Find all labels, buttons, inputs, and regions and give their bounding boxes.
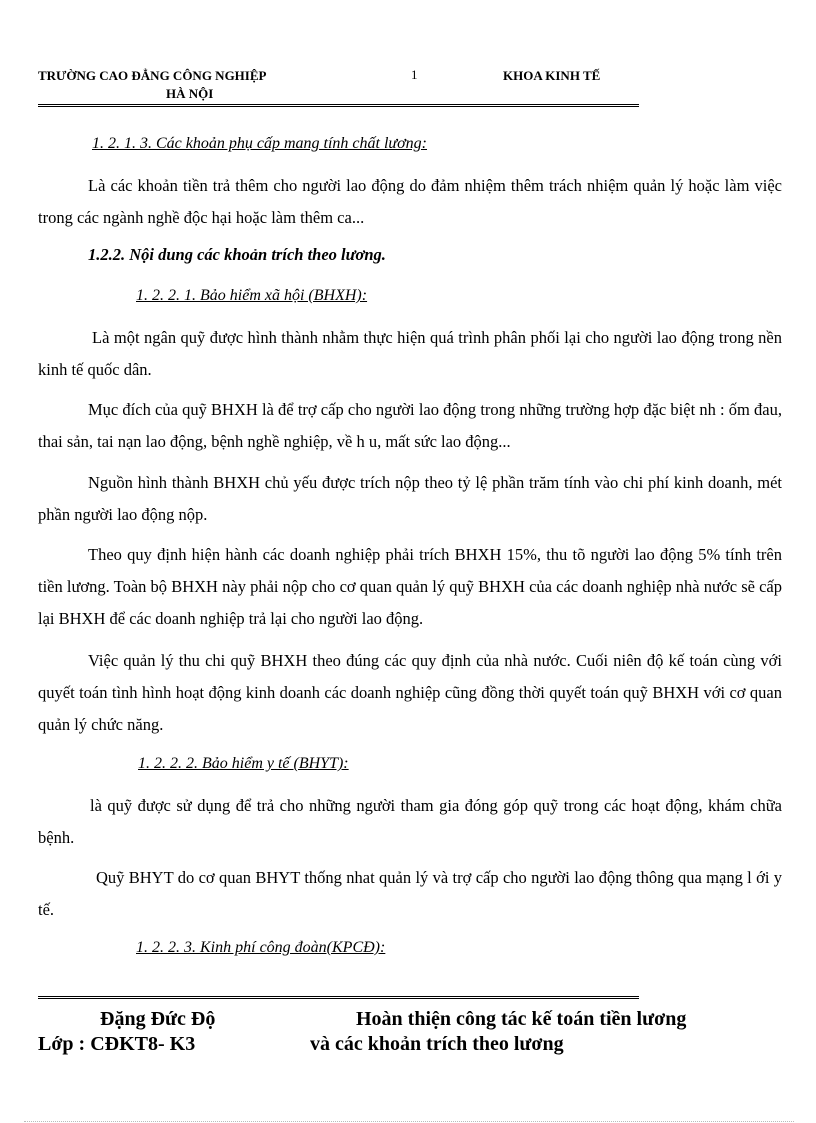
faculty-name: KHOA KINH TẾ [503,68,601,83]
thesis-title-line2: và các khoản trích theo lương [310,1033,564,1055]
thesis-title-line1: Hoàn thiện công tác kế toán tiền lương [356,1008,687,1030]
page-number: 1 [411,67,418,82]
paragraph-bhxh-definition: Là một ngân quỹ được hình thành nhằm thực hiện quá trình phân phối lại cho người lao động trong nền kinh tế quốc dân. [38,328,782,379]
school-name-line2: HÀ NỘI [166,86,214,101]
header-rule [38,104,639,107]
page-bottom-dotted-line [24,1121,794,1122]
author-name: Đặng Đức Độ [100,1008,216,1030]
section-heading-1223: 1. 2. 2. 3. Kinh phí công đoàn(KPCĐ): [136,939,386,956]
section-heading-1213: 1. 2. 1. 3. Các khoản phụ cấp mang tính chất lương: [92,135,428,152]
section-heading-1221: 1. 2. 2. 1. Bảo hiểm xã hội (BHXH): [136,287,368,304]
paragraph-bhxh-source: Nguồn hình thành BHXH chủ yếu được trích nộp theo tỷ lệ phần trăm tính vào chi phí kinh doanh, mét phần người lao động nộp. [38,473,782,524]
paragraph-bhxh-management: Việc quản lý thu chi quỹ BHXH theo đúng các quy định của nhà nước. Cuối niên độ kế toán cùng với quyết toán tình hình hoạt động kinh doanh các doanh nghiệp cũng đồng thời quyết toán quỹ BHXH với cơ quan quản lý chức năng. [38,651,782,734]
section-heading-122: 1.2.2. Nội dung các khoản trích theo lương. [88,245,386,264]
paragraph-bhyt-management: Quỹ BHYT do cơ quan BHYT thống nhat quản lý và trợ cấp cho người lao động thông qua mạng l ới y tế. [38,868,782,919]
paragraph-bhxh-purpose: Mục đích của quỹ BHXH là để trợ cấp cho người lao động trong những trường hợp đặc biệt nh : ốm đau, thai sản, tai nạn lao động, bệnh nghề nghiệp, về h u, mất sức lao động... [38,400,782,451]
section-heading-1222: 1. 2. 2. 2. Bảo hiểm y tế (BHYT): [138,755,349,772]
paragraph-bhyt-definition: là quỹ được sử dụng để trả cho những người tham gia đóng góp quỹ trong các hoạt động, khám chữa bệnh. [38,796,782,847]
footer-rule [38,996,639,999]
paragraph-allowances: Là các khoản tiền trả thêm cho người lao động do đảm nhiệm thêm trách nhiệm quản lý hoặc làm việc trong các ngành nghề độc hại hoặc làm thêm ca... [38,176,782,227]
school-name-line1: TRƯỜNG CAO ĐẲNG CÔNG NGHIỆP [38,68,267,83]
class-name: Lớp : CĐKT8- K3 [38,1033,196,1055]
paragraph-bhxh-rate: Theo quy định hiện hành các doanh nghiệp phải trích BHXH 15%, thu tõ người lao động 5% tính trên tiền lương. Toàn bộ BHXH này phải nộp cho cơ quan quản lý quỹ BHXH của các doanh nghiệp nhà nước sẽ cấp lại BHXH để các doanh nghiệp trả lại cho người lao động. [38,545,782,628]
